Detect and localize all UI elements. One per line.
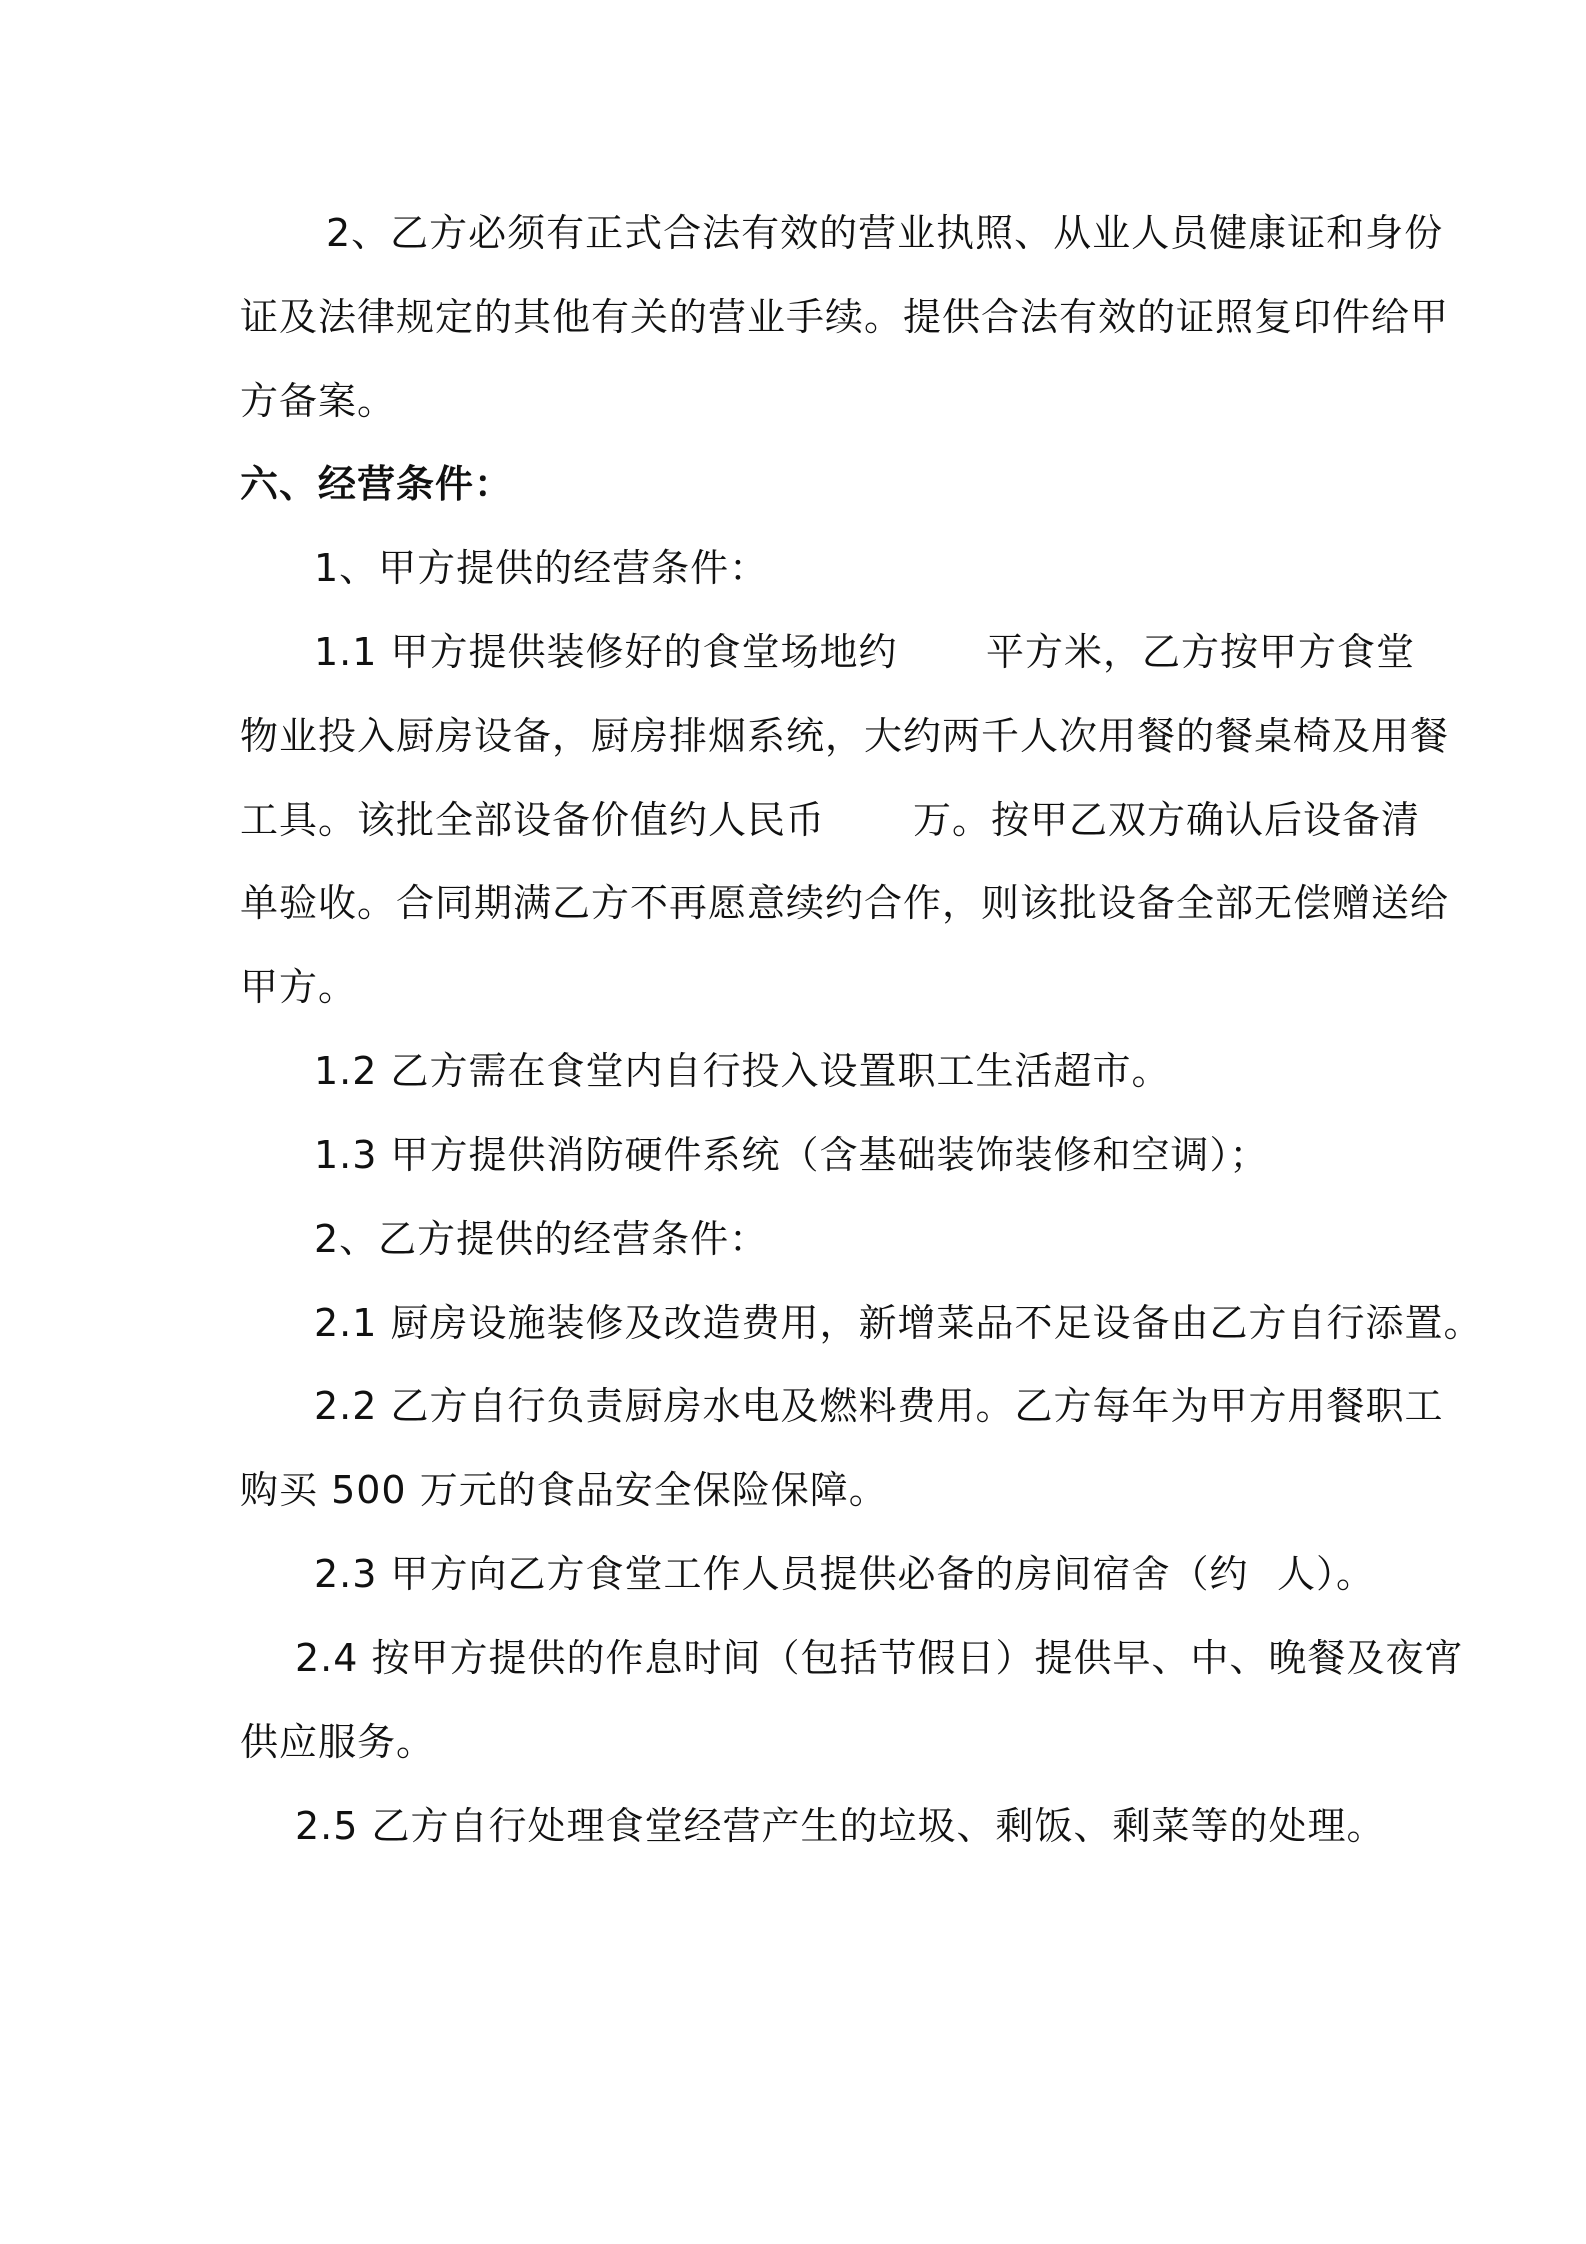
item-2-5: 2.5 乙方自行处理食堂经营产生的垃圾、剩饭、剩菜等的处理。 [295, 1804, 1386, 1848]
item-2-3-part-a: 2.3 甲方向乙方食堂工作人员提供必备的房间宿舍（约 [314, 1552, 1249, 1596]
item-2-1: 2.1 厨房设施装修及改造费用，新增菜品不足设备由乙方自行添置。 [314, 1301, 1483, 1345]
item-1-1-line-2: 物业投入厨房设备，厨房排烟系统，大约两千人次用餐的餐桌椅及用餐 [240, 714, 1450, 758]
item-1-3: 1.3 甲方提供消防硬件系统（含基础装饰装修和空调）； [314, 1133, 1269, 1177]
item-1-1-line-3-part-b: 万。按甲乙双方确认后设备清 [913, 798, 1421, 842]
item-1-1-line-4: 单验收。合同期满乙方不再愿意续约合作，则该批设备全部无偿赠送给 [240, 881, 1450, 925]
paragraph-2-line-1: 2、乙方必须有正式合法有效的营业执照、从业人员健康证和身份 [326, 211, 1444, 255]
item-1-1-line-5: 甲方。 [240, 965, 358, 1009]
item-1-2: 1.2 乙方需在食堂内自行投入设置职工生活超市。 [314, 1049, 1171, 1093]
paragraph-2-line-3: 方备案。 [240, 379, 397, 423]
paragraph-2-line-2: 证及法律规定的其他有关的营业手续。提供合法有效的证照复印件给甲 [240, 295, 1450, 339]
subsection-1-heading: 1、甲方提供的经营条件： [314, 546, 769, 590]
item-1-1-line-1-part-b: 平方米，乙方按甲方食堂 [986, 630, 1416, 674]
item-2-2-line-1: 2.2 乙方自行负责厨房水电及燃料费用。乙方每年为甲方用餐职工 [314, 1384, 1444, 1428]
item-2-3-part-b: 人）。 [1277, 1552, 1376, 1596]
item-2-4-line-1: 2.4 按甲方提供的作息时间（包括节假日）提供早、中、晚餐及夜宵 [295, 1636, 1464, 1680]
subsection-2-heading: 2、乙方提供的经营条件： [314, 1217, 769, 1261]
item-2-4-line-2: 供应服务。 [240, 1720, 436, 1764]
section-6-heading: 六、经营条件： [240, 462, 514, 506]
item-1-1-line-3-part-a: 工具。该批全部设备价值约人民币 [240, 798, 826, 842]
item-2-2-line-2: 购买 500 万元的食品安全保险保障。 [240, 1468, 888, 1512]
item-1-1-line-1-part-a: 1.1 甲方提供装修好的食堂场地约 [314, 630, 898, 674]
